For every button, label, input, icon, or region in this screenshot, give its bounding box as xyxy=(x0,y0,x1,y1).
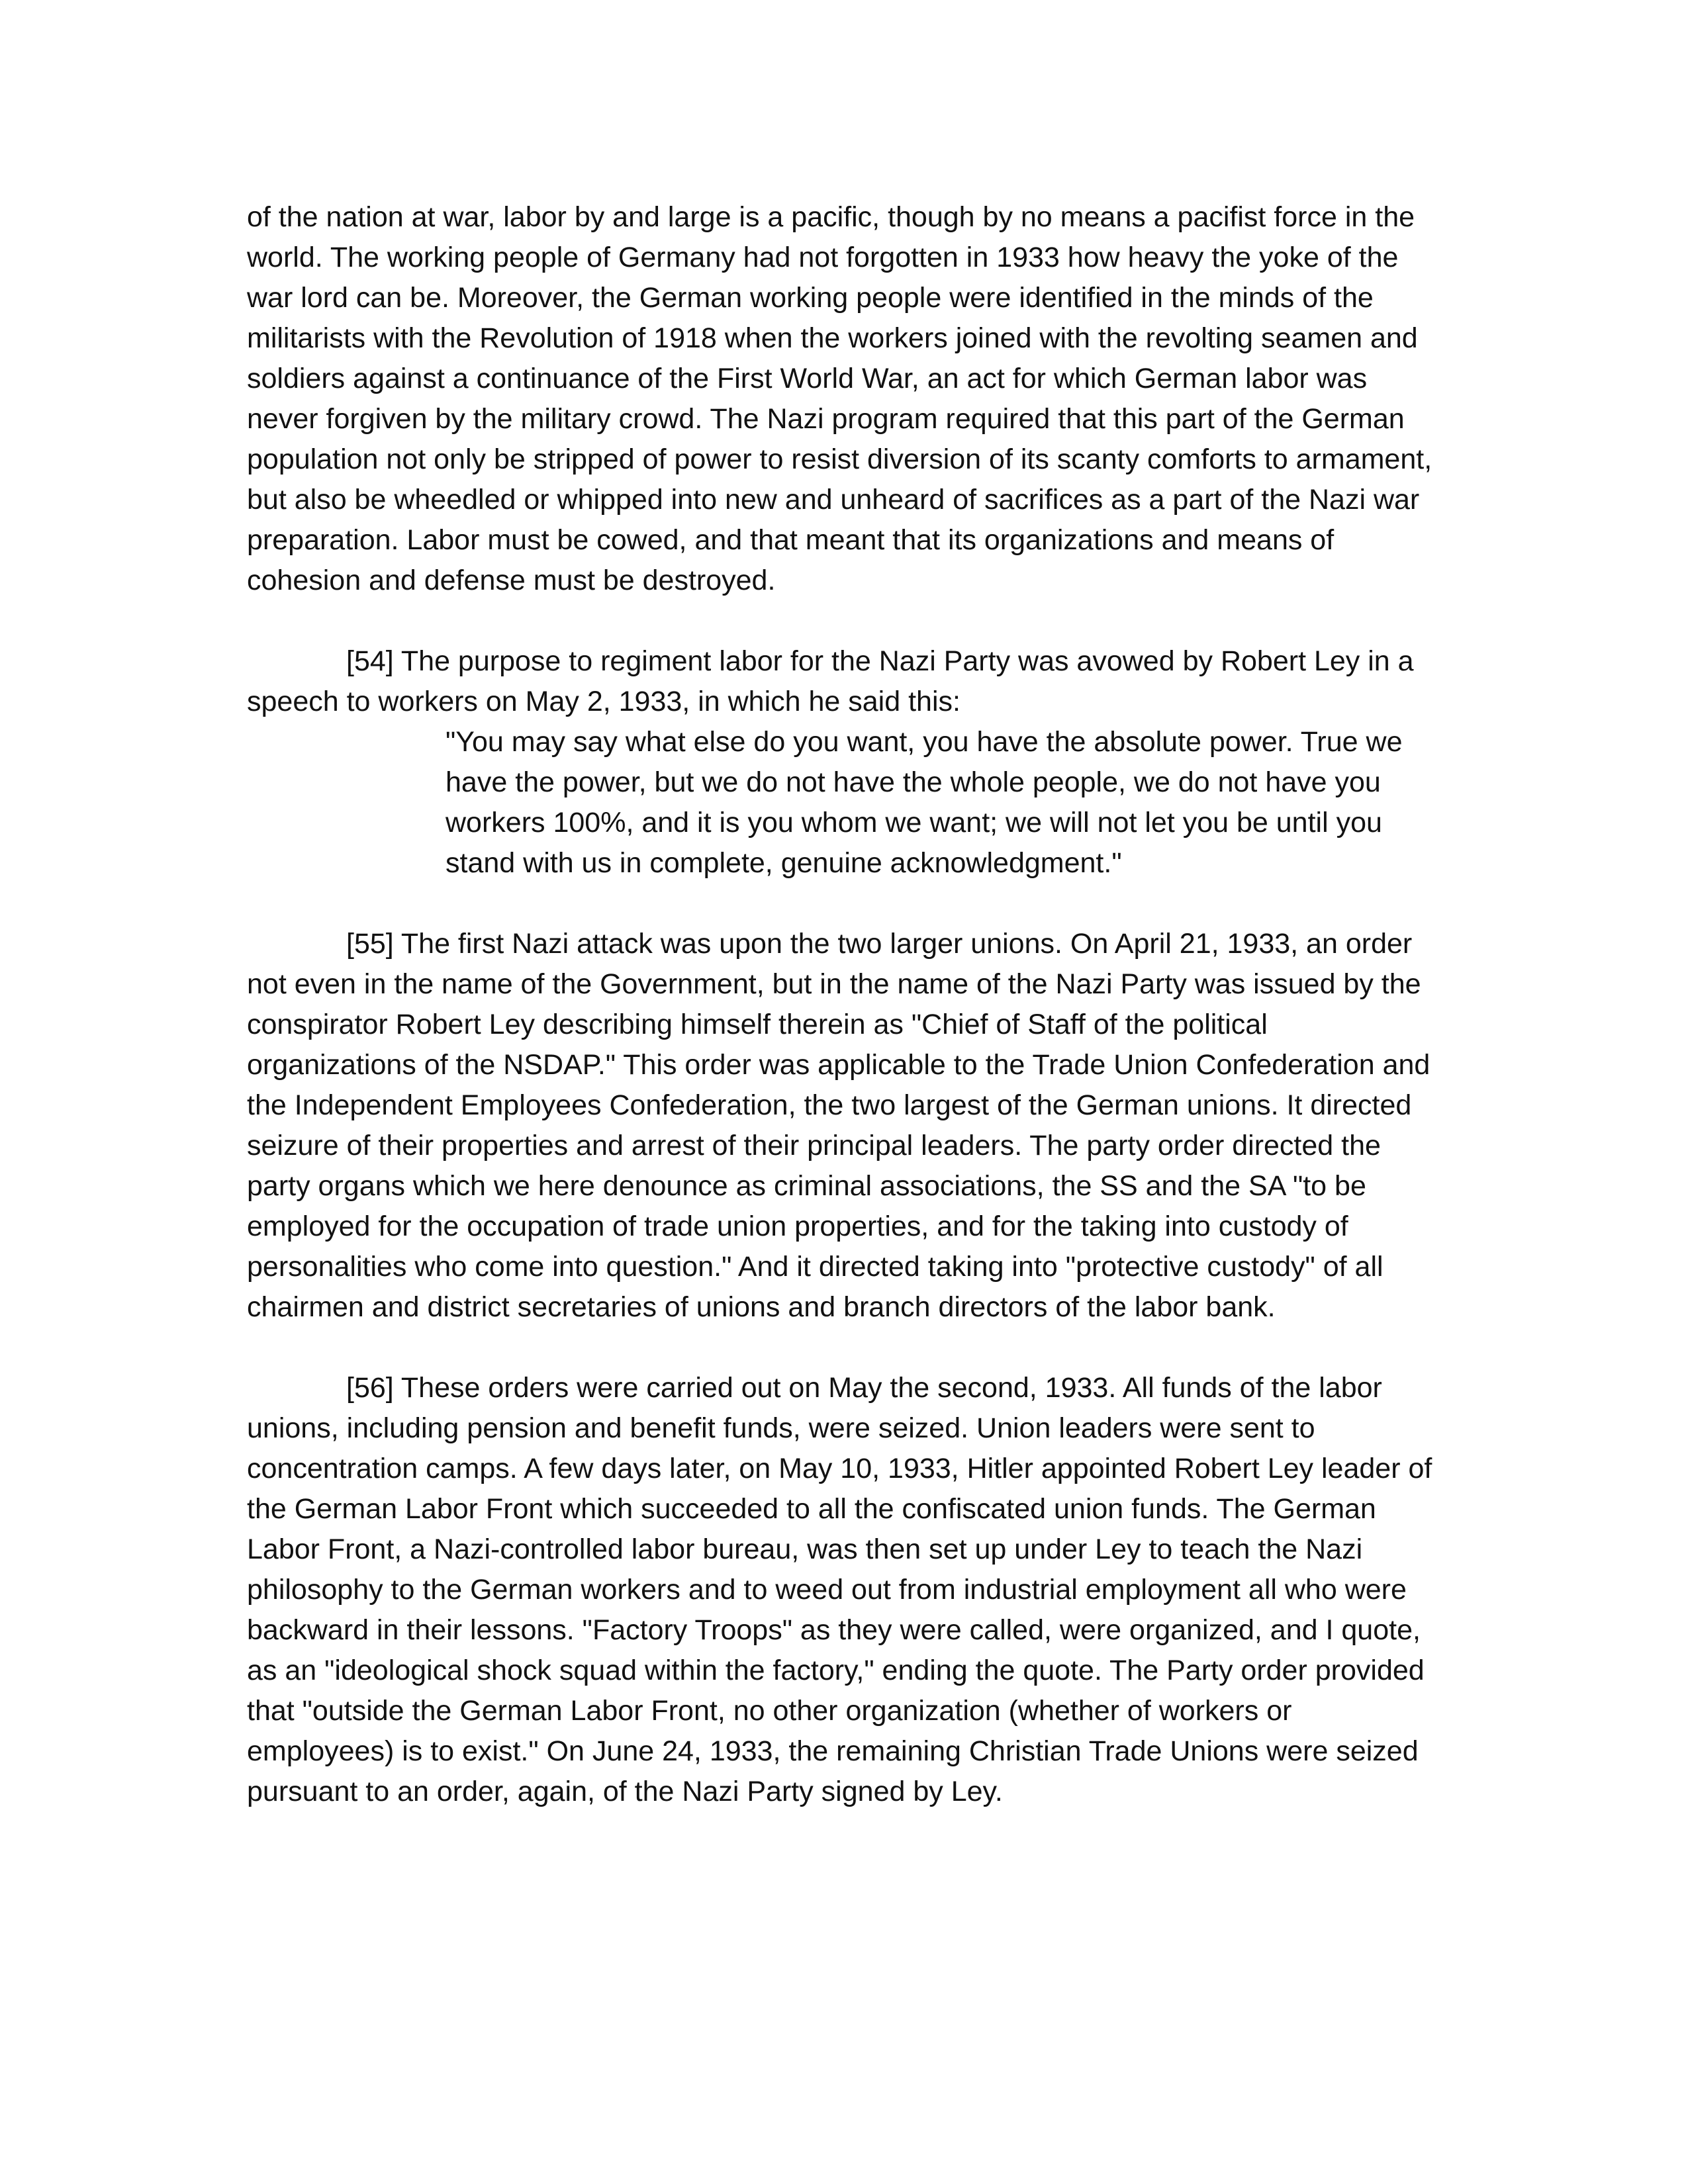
paragraph-continuation: of the nation at war, labor by and large is a pacific, though by no means a pacifist force in the world. The working people of Germany had not forgotten in 1933 how heavy the yoke of the war lord can be. Moreover, the German working people were identified in the minds of the militarists with the Revolution of 1918 when the workers joined with the revolting seamen and soldiers against a continuance of the First World War, an act for which German labor was never forgiven by the military crowd. The Nazi program required that this part of the German population not only be stripped of power to resist diversion of its scanty comforts to armament, but also be wheedled or whipped into new and unheard of sacrifices as a part of the Nazi war preparation. Labor must be cowed, and that meant that its organizations and means of cohesion and defense must be destroyed. xyxy=(247,201,1432,596)
paragraph-gap xyxy=(247,1328,1438,1368)
paragraph-gap xyxy=(247,601,1438,641)
document-page xyxy=(247,197,1438,1812)
block-quote-ley: "You may say what else do you want, you have the absolute power. True we have the power, but we do not have the whole people, we do not have you workers 100%, and it is you whom we want; we will not let you be until you stand with us in complete, genuine acknowledgment." xyxy=(445,726,1403,879)
paragraph-54: [54] The purpose to regiment labor for the Nazi Party was avowed by Robert Ley in a speech to workers on May 2, 1933, in which he said this: xyxy=(247,645,1414,717)
paragraph-gap xyxy=(247,884,1438,924)
paragraph-55: [55] The first Nazi attack was upon the two larger unions. On April 21, 1933, an order not even in the name of the Government, but in the name of the Nazi Party was issued by the conspirator Robert Ley describing himself therein as "Chief of Staff of the political organizations of the NSDAP." This order was applicable to the Trade Union Confederation and the Independent Employees Confederation, the two largest of the German unions. It directed seizure of their properties and arrest of their principal leaders. The party order directed the party organs which we here denounce as criminal associations, the SS and the SA "to be employed for the occupation of trade union properties, and for the taking into custody of personalities who come into question." And it directed taking into "protective custody" of all chairmen and district secretaries of unions and branch directors of the labor bank. xyxy=(247,928,1430,1323)
paragraph-56: [56] These orders were carried out on May the second, 1933. All funds of the labor unions, including pension and benefit funds, were seized. Union leaders were sent to concentration camps. A few days later, on May 10, 1933, Hitler appointed Robert Ley leader of the German Labor Front which succeeded to all the confiscated union funds. The German Labor Front, a Nazi-controlled labor bureau, was then set up under Ley to teach the Nazi philosophy to the German workers and to weed out from industrial employment all who were backward in their lessons. "Factory Troops" as they were called, were organized, and I quote, as an "ideological shock squad within the factory," ending the quote. The Party order provided that "outside the German Labor Front, no other organization (whether of workers or employees) is to exist." On June 24, 1933, the remaining Christian Trade Unions were seized pursuant to an order, again, of the Nazi Party signed by Ley. xyxy=(247,1372,1432,1807)
